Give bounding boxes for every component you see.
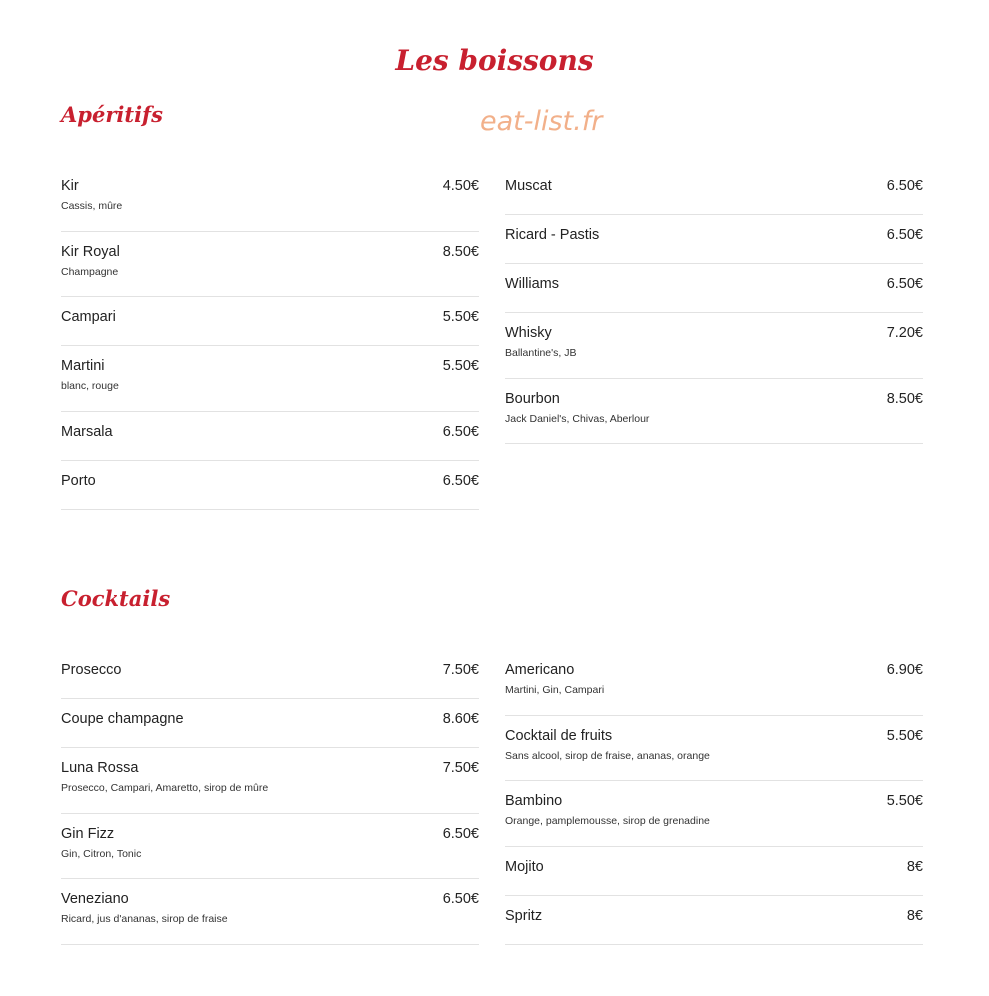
menu-item-name: Whisky — [505, 325, 552, 341]
menu-item — [61, 748, 479, 814]
section-title-aperitifs: Apéritifs — [61, 102, 163, 127]
menu-item — [505, 313, 923, 379]
cocktails-left-column — [61, 650, 479, 945]
menu-item-price: 8€ — [906, 907, 923, 924]
menu-item-row — [505, 391, 923, 407]
menu-item-price: 6.50€ — [886, 276, 923, 292]
menu-item-description: Champagne — [61, 265, 119, 278]
menu-item-name: Coupe champagne — [61, 711, 184, 727]
menu-item-description: Martini, Gin, Campari — [505, 684, 605, 696]
menu-item-price: 6.50€ — [442, 891, 479, 907]
menu-item — [505, 896, 923, 945]
menu-item-price: 6.50€ — [886, 227, 923, 243]
menu-item-row — [61, 244, 479, 260]
menu-item-price: 5.50€ — [886, 727, 923, 744]
menu-item — [505, 716, 923, 782]
menu-item — [61, 346, 479, 412]
menu-item-price: 6.50€ — [886, 178, 923, 194]
menu-item — [505, 379, 923, 445]
menu-item-row — [61, 473, 479, 489]
menu-item-description: Cassis, mûre — [61, 200, 123, 212]
menu-item-description: blanc, rouge — [61, 380, 119, 392]
menu-item-price: 5.50€ — [886, 793, 923, 809]
menu-item-price: 8€ — [906, 858, 923, 875]
menu-item — [61, 699, 479, 748]
menu-item — [61, 166, 479, 232]
cocktails-right-column — [505, 650, 923, 945]
menu-item-description: Jack Daniel's, Chivas, Aberlour — [505, 412, 650, 425]
menu-item-row — [505, 227, 923, 243]
menu-item-name: Williams — [505, 276, 559, 292]
menu-item-row — [505, 276, 923, 292]
menu-item-name: Martini — [61, 358, 105, 374]
menu-item — [505, 264, 923, 313]
aperitifs-left-column — [61, 166, 479, 510]
menu-item-price: 6.50€ — [442, 825, 479, 842]
menu-item-row — [61, 826, 479, 842]
menu-item — [505, 847, 923, 896]
watermark: eat-list.fr — [480, 106, 603, 137]
menu-item-row — [505, 325, 923, 341]
menu-item-name: Kir — [61, 178, 79, 194]
menu-item-name: Marsala — [61, 423, 113, 440]
menu-item — [505, 650, 923, 716]
menu-item — [61, 412, 479, 461]
menu-item-name: Luna Rossa — [61, 760, 139, 776]
menu-item-row — [61, 309, 479, 325]
menu-item-price: 7.20€ — [886, 325, 923, 341]
menu-item — [61, 297, 479, 346]
menu-item-name: Muscat — [505, 178, 552, 194]
menu-item-name: Kir Royal — [61, 243, 120, 260]
menu-item-name: Spritz — [505, 907, 543, 924]
menu-item — [61, 461, 479, 510]
menu-item-price: 8.50€ — [886, 390, 923, 407]
menu-item-price: 6.90€ — [886, 662, 923, 678]
menu-item — [61, 650, 479, 699]
menu-item-name: Mojito — [505, 858, 544, 875]
menu-item — [61, 879, 479, 945]
menu-item-price: 5.50€ — [442, 358, 479, 374]
menu-item-description: Ricard, jus d'ananas, sirop de fraise — [61, 913, 228, 925]
menu-item-description: Ballantine's, JB — [505, 347, 577, 359]
menu-item-name: Bourbon — [505, 390, 560, 407]
menu-item-price: 6.50€ — [442, 472, 479, 489]
menu-item-name: Prosecco — [61, 662, 122, 678]
menu-item — [61, 232, 479, 298]
menu-item-description: Gin, Citron, Tonic — [61, 847, 142, 860]
menu-item-row — [61, 711, 479, 727]
menu-item-name: Campari — [61, 309, 116, 325]
menu-item-name: Cocktail de fruits — [505, 727, 613, 744]
menu-item-name: Porto — [61, 472, 96, 489]
menu-item — [505, 781, 923, 847]
menu-item-row — [505, 662, 923, 678]
menu-item-price: 5.50€ — [442, 309, 479, 325]
menu-item-price: 4.50€ — [442, 178, 479, 194]
menu-item-row — [505, 793, 923, 809]
menu-item-row — [505, 908, 923, 924]
menu-item — [505, 215, 923, 264]
menu-item-row — [61, 760, 479, 776]
menu-item-name: Bambino — [505, 793, 563, 809]
menu-item-price: 6.50€ — [442, 423, 479, 440]
menu-item — [505, 166, 923, 215]
menu-item-name: Veneziano — [61, 891, 129, 907]
menu-item-row — [61, 891, 479, 907]
menu-item-row — [505, 859, 923, 875]
menu-item-description: Sans alcool, sirop de fraise, ananas, orange — [505, 749, 710, 762]
menu-item-price: 8.50€ — [442, 243, 479, 260]
menu-item-description: Prosecco, Campari, Amaretto, sirop de mûre — [61, 782, 269, 794]
menu-item-name: Americano — [505, 662, 575, 678]
page-title: Les boissons — [395, 44, 594, 77]
menu-item-row — [61, 178, 479, 194]
menu-item-price: 7.50€ — [442, 760, 479, 776]
menu-item-price: 8.60€ — [442, 711, 479, 727]
menu-item-row — [61, 662, 479, 678]
menu-item-row — [505, 178, 923, 194]
aperitifs-right-column — [505, 166, 923, 444]
menu-item — [61, 814, 479, 880]
section-title-cocktails: Cocktails — [61, 586, 171, 611]
menu-item-row — [505, 728, 923, 744]
menu-item-description: Orange, pamplemousse, sirop de grenadine — [505, 815, 710, 827]
menu-item-price: 7.50€ — [442, 662, 479, 678]
menu-item-row — [61, 358, 479, 374]
menu-item-row — [61, 424, 479, 440]
menu-item-name: Gin Fizz — [61, 825, 115, 842]
menu-item-name: Ricard - Pastis — [505, 227, 600, 243]
